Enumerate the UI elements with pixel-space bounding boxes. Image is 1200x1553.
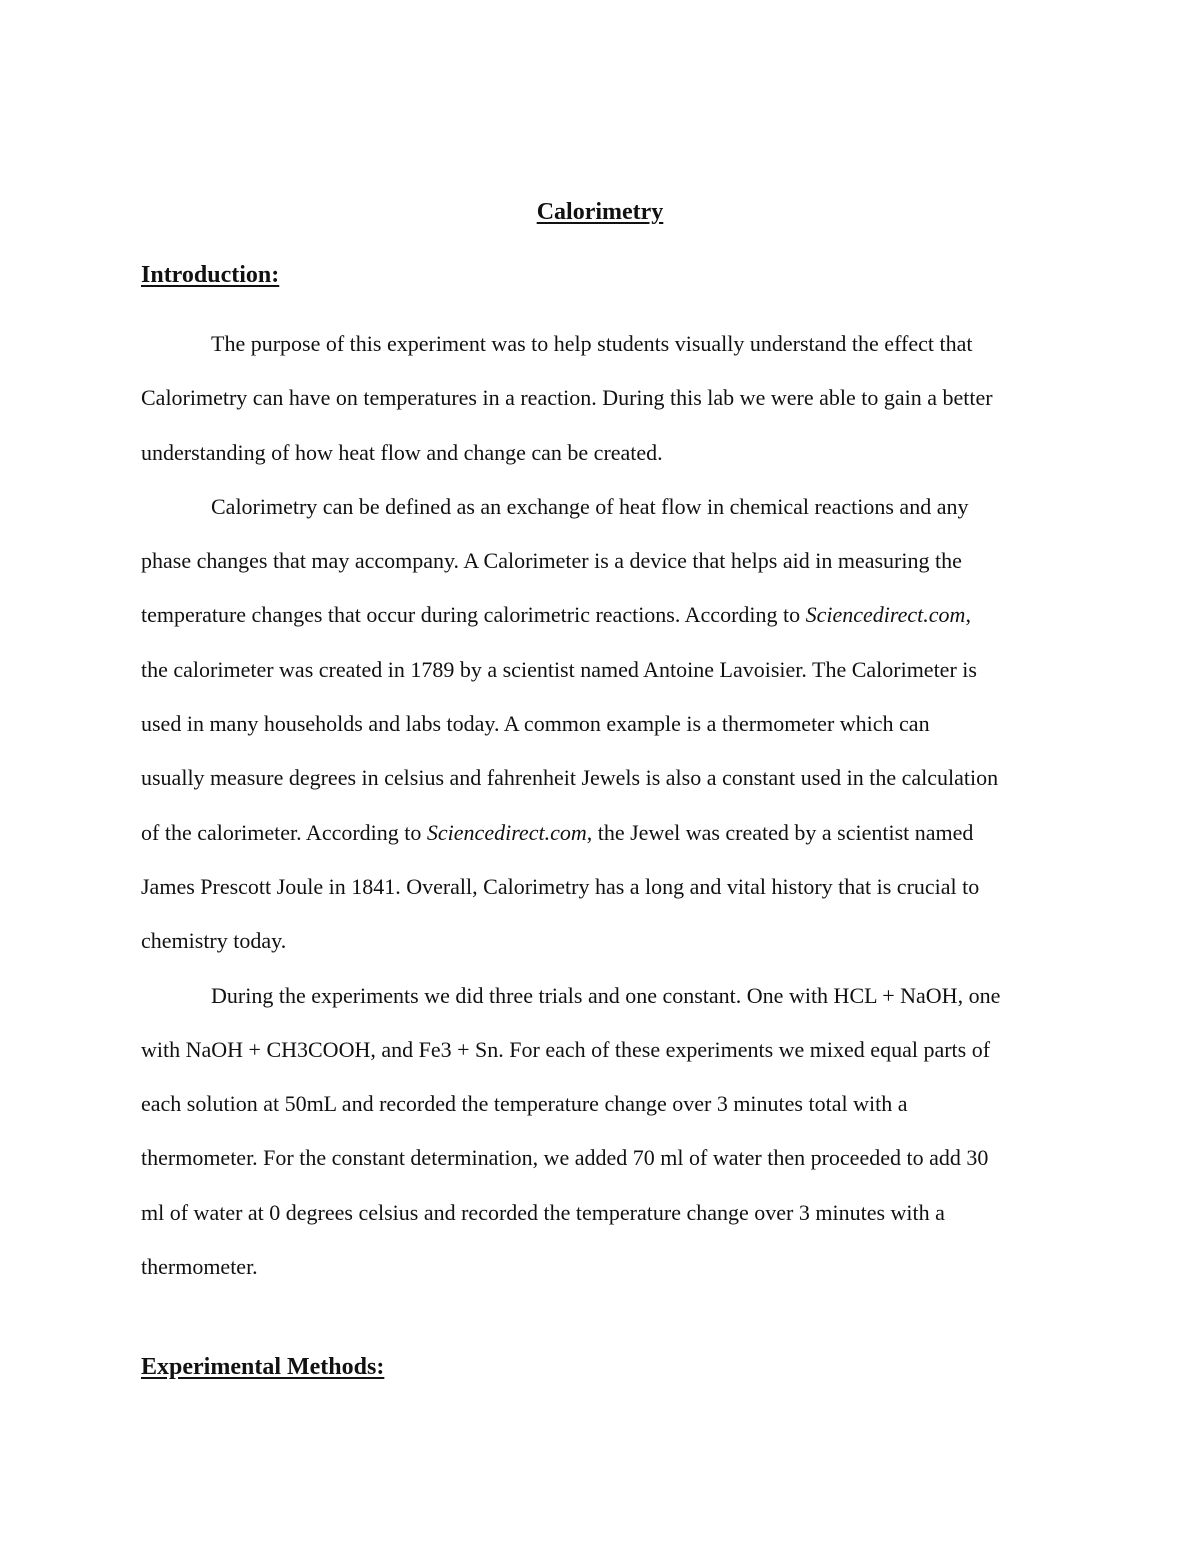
section-heading-experimental-methods: Experimental Methods: (141, 1354, 385, 1380)
text-line: used in many households and labs today. A common example is a thermometer which can (141, 711, 930, 737)
text-line-with-source (141, 806, 1066, 860)
section-heading-introduction: Introduction: (141, 262, 280, 288)
paragraph (141, 317, 1066, 480)
source-citation: Sciencedirect.com (805, 602, 966, 628)
text-fragment: , the Jewel was created by a scientist named (586, 819, 974, 845)
text-line-with-source (141, 588, 1066, 642)
text-line: The purpose of this experiment was to help students visually understand the effect that (211, 331, 973, 356)
text-line: phase changes that may accompany. A Calorimeter is a device that helps aid in measuring the (141, 548, 962, 574)
text-fragment: temperature changes that occur during calorimetric reactions. According to (141, 602, 806, 628)
text-line: Calorimetry can be defined as an exchange of heat flow in chemical reactions and any (211, 493, 969, 519)
text-line: thermometer. For the constant determination, we added 70 ml of water then proceeded to add 30 (141, 1145, 989, 1171)
text-line: each solution at 50mL and recorded the temperature change over 3 minutes total with a (141, 1091, 908, 1117)
text-line: thermometer. (141, 1254, 258, 1280)
paragraph (141, 480, 1066, 969)
source-citation: Sciencedirect.com (426, 819, 587, 845)
text-line: usually measure degrees in celsius and fahrenheit Jewels is also a constant used in the calculation (141, 765, 999, 791)
document-title (0, 196, 1200, 228)
text-line: chemistry today. (141, 928, 287, 954)
text-line: ml of water at 0 degrees celsius and recorded the temperature change over 3 minutes with a (141, 1199, 945, 1225)
text-line: James Prescott Joule in 1841. Overall, Calorimetry has a long and vital history that is crucial to (141, 873, 980, 899)
paragraph (141, 969, 1066, 1295)
text-line: understanding of how heat flow and change can be created. (141, 439, 663, 465)
document-title-text: Calorimetry (536, 199, 664, 225)
introduction-body (141, 317, 1066, 1294)
text-line: During the experiments we did three trials and one constant. One with HCL + NaOH, one (211, 982, 1001, 1008)
text-line: with NaOH + CH3COOH, and Fe3 + Sn. For each of these experiments we mixed equal parts of (141, 1036, 991, 1062)
text-line: the calorimeter was created in 1789 by a scientist named Antoine Lavoisier. The Calorimeter is (141, 656, 977, 682)
text-fragment: of the calorimeter. According to (141, 819, 427, 845)
text-line: Calorimetry can have on temperatures in a reaction. During this lab we were able to gain a better (141, 385, 993, 411)
text-fragment: , (965, 602, 971, 628)
